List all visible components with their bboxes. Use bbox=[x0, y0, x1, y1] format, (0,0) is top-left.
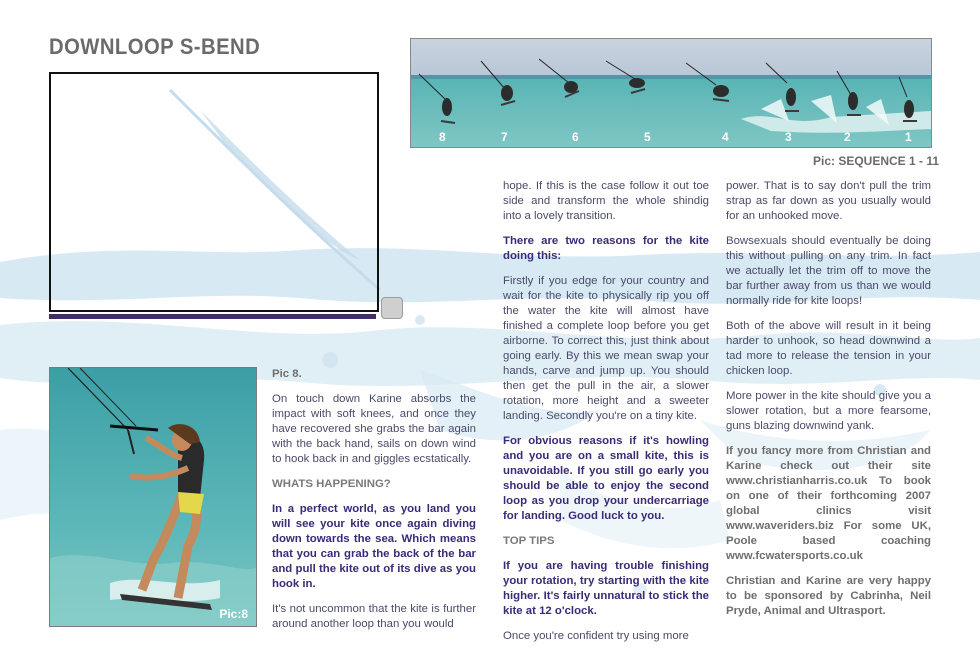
sequence-photo-art bbox=[411, 39, 931, 147]
sequence-number: 6 bbox=[572, 130, 579, 144]
sequence-caption: Pic: SEQUENCE 1 - 11 bbox=[813, 154, 940, 168]
text-column-1 bbox=[272, 367, 476, 642]
sequence-number: 2 bbox=[844, 130, 851, 144]
body-paragraph: Once you're confident try using more bbox=[503, 630, 689, 642]
kitesurfer-photo bbox=[49, 367, 257, 627]
pic-description: On touch down Karine absorbs the impact with soft knees, and once they have recovered she grabs the bar again with the back hand, sails on down wind to hook back in and giggles ecstatically. bbox=[272, 393, 476, 465]
contact-paragraph: If you fancy more from Christian and Karine check out their site www.christianharris.co.uk To book on one of their forthcoming 2007 global clinics visit www.waveriders.biz For some UK, Poole based coaching www.fcwatersports.co.uk bbox=[726, 445, 931, 562]
body-paragraph: Both of the above will result in it being harder to unhook, so head downwind a tad more to release the tension in your chicken loop. bbox=[726, 320, 931, 377]
bold-paragraph: For obvious reasons if it's howling and you are on a small kite, this is unavoidable. If you still go early you should be able to enjoy the second loop as you drop your undercarriage for landing. Good luck to you. bbox=[503, 435, 709, 522]
purple-divider-bar bbox=[49, 314, 376, 319]
sequence-number: 7 bbox=[501, 130, 508, 144]
sequence-number: 8 bbox=[439, 130, 446, 144]
text-column-3 bbox=[726, 179, 931, 629]
body-paragraph: power. That is to say don't pull the trim strap as far down as you usually would for an unhooked move. bbox=[726, 180, 931, 222]
section-heading-whats-happening: WHATS HAPPENING? bbox=[272, 478, 391, 490]
grey-square-button[interactable] bbox=[381, 297, 403, 319]
body-paragraph: More power in the kite should give you a slower rotation, but a more fearsome, guns blazing downwind yank. bbox=[726, 390, 931, 432]
section-heading-top-tips: TOP TIPS bbox=[503, 535, 555, 547]
body-paragraph: hope. If this is the case follow it out toe side and transform the whole shindig into a lovely transition. bbox=[503, 180, 709, 222]
sponsor-paragraph: Christian and Karine are very happy to be sponsored by Cabrinha, Neil Pryde, Animal and Ultrasport. bbox=[726, 575, 931, 617]
body-paragraph: Bowsexuals should eventually be doing this without pulling on any trim. In fact we actually let the trim off to move the bar further away from us than we would normally ride for kite loops! bbox=[726, 235, 931, 307]
body-paragraph: It's not uncommon that the kite is further around another loop than you would bbox=[272, 603, 476, 630]
pic-heading: Pic 8. bbox=[272, 368, 302, 380]
sequence-number: 5 bbox=[644, 130, 651, 144]
kitesurfer-photo-art bbox=[50, 368, 256, 626]
text-column-2 bbox=[503, 179, 709, 654]
empty-image-frame bbox=[49, 72, 379, 312]
sequence-photo-strip bbox=[410, 38, 932, 148]
sequence-number: 4 bbox=[722, 130, 729, 144]
sequence-number: 3 bbox=[785, 130, 792, 144]
sequence-number: 1 bbox=[905, 130, 912, 144]
photo-label: Pic:8 bbox=[219, 607, 248, 621]
body-paragraph: Firstly if you edge for your country and wait for the kite to physically rip you off the water the kite will almost have finished a complete loop before you get airborne. To correct this, just think about going early. By this we mean swap your hands, carve and jump up. You should then get the pull in the air, a slower rotation, more height and a sweeter landing. Secondly you're on a tiny kite. bbox=[503, 275, 709, 422]
bold-paragraph: If you are having trouble finishing your rotation, try starting with the kite higher. It's fairly unnatural to stick the kite at 12 o'clock. bbox=[503, 560, 709, 617]
page-title: DOWNLOOP S-BEND bbox=[49, 34, 261, 59]
bold-paragraph: There are two reasons for the kite doing this: bbox=[503, 235, 709, 262]
bold-paragraph: In a perfect world, as you land you will see your kite once again diving down towards the sea. Which means that you can grab the back of the bar and pull the kite out of its dive as you hook in. bbox=[272, 503, 476, 590]
